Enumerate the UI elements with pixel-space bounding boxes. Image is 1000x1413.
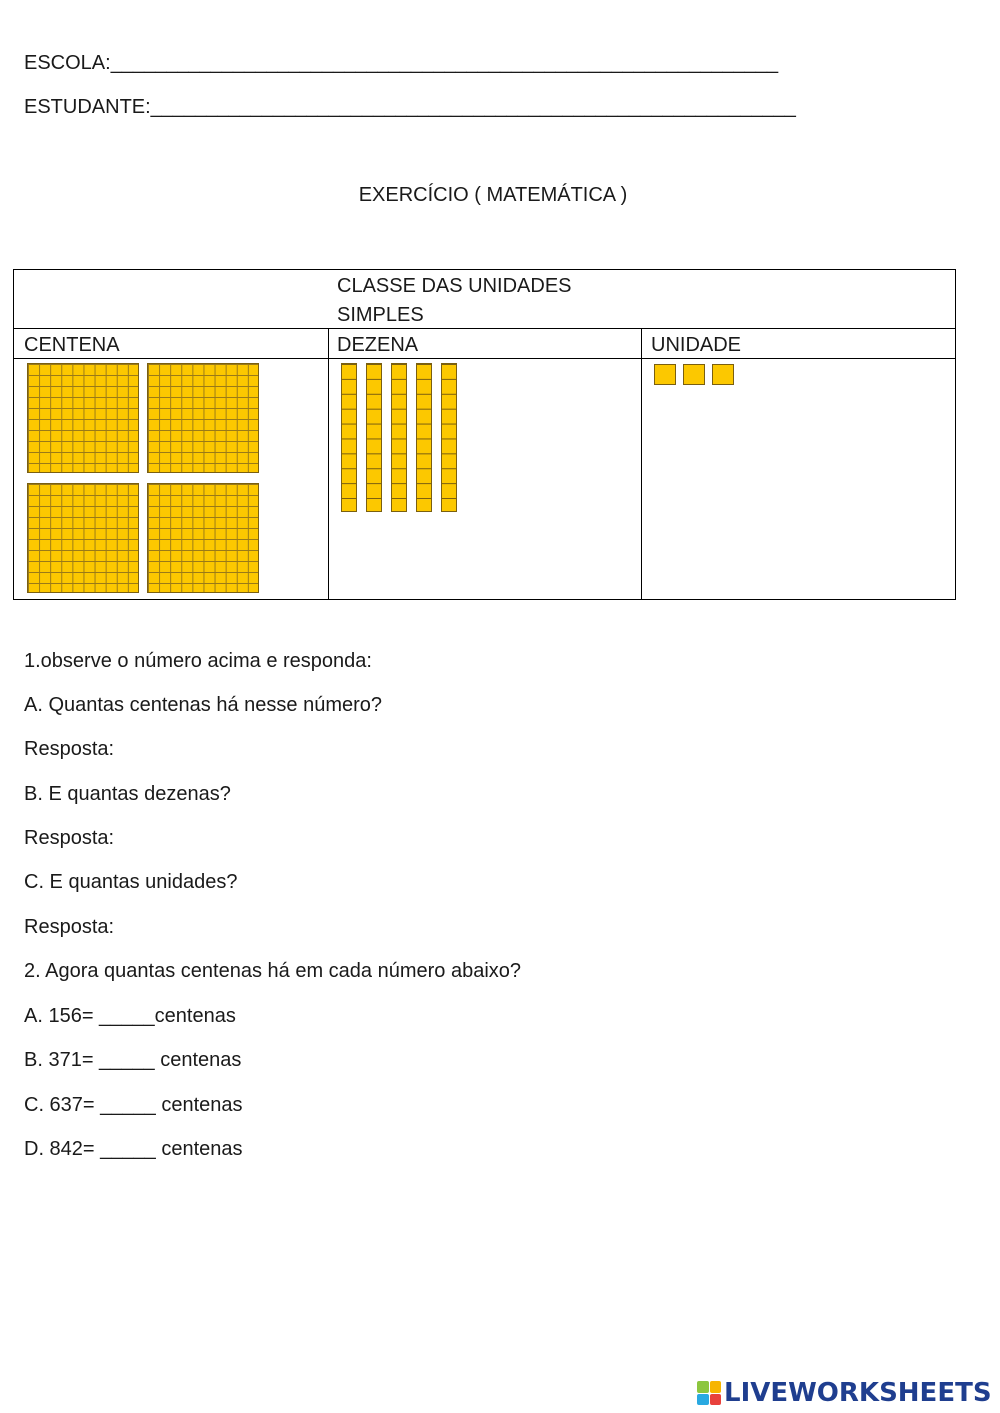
logo-text: LIVEWORKSHEETS xyxy=(724,1378,992,1408)
hundred-block xyxy=(147,363,259,473)
ten-rod xyxy=(391,363,407,512)
ten-rod xyxy=(366,363,382,512)
answer-1c: Resposta: xyxy=(24,916,115,938)
column-dezena-label: DEZENA xyxy=(337,334,419,356)
column-divider xyxy=(641,329,642,599)
ten-rod xyxy=(416,363,432,512)
column-unidade-label: UNIDADE xyxy=(651,334,742,356)
unit-cube xyxy=(654,364,676,385)
question-2b: B. 371= _____ centenas xyxy=(24,1049,242,1071)
page-title: EXERCÍCIO ( MATEMÁTICA ) xyxy=(358,184,628,206)
question-1: 1.observe o número acima e responda: xyxy=(24,650,372,672)
hundred-block xyxy=(147,483,259,593)
column-centena-label: CENTENA xyxy=(24,334,120,356)
place-value-table xyxy=(13,269,956,600)
question-1c: C. E quantas unidades? xyxy=(24,871,238,893)
liveworksheets-logo xyxy=(697,1378,992,1408)
question-2c: C. 637= _____ centenas xyxy=(24,1094,243,1116)
logo-icon xyxy=(697,1381,721,1405)
class-header xyxy=(14,270,955,329)
class-header-line1: CLASSE DAS UNIDADES xyxy=(337,275,572,297)
question-2d: D. 842= _____ centenas xyxy=(24,1138,243,1160)
question-2: 2. Agora quantas centenas há em cada número abaixo? xyxy=(24,960,522,982)
student-field: ESTUDANTE:__________________________________________________________ xyxy=(24,96,796,118)
column-divider xyxy=(328,329,329,599)
unit-cube xyxy=(683,364,705,385)
answer-1a: Resposta: xyxy=(24,738,115,760)
answer-1b: Resposta: xyxy=(24,827,115,849)
school-field: ESCOLA:____________________________________________________________ xyxy=(24,52,779,74)
question-1b: B. E quantas dezenas? xyxy=(24,783,231,805)
question-1a: A. Quantas centenas há nesse número? xyxy=(24,694,383,716)
row-divider xyxy=(14,358,955,359)
ten-rod xyxy=(341,363,357,512)
question-2a: A. 156= _____centenas xyxy=(24,1005,236,1027)
hundred-block xyxy=(27,363,139,473)
hundred-block xyxy=(27,483,139,593)
ten-rod xyxy=(441,363,457,512)
class-header-line2: SIMPLES xyxy=(337,304,424,326)
unit-cube xyxy=(712,364,734,385)
